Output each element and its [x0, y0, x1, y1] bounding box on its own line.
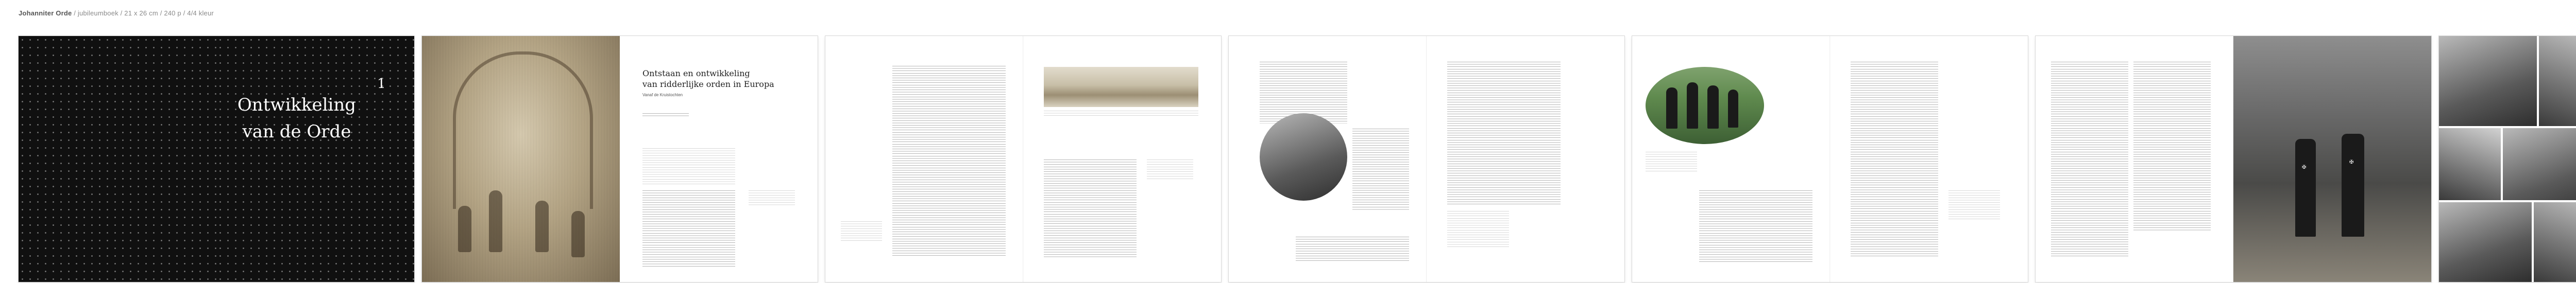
- chapter-heading-line2: van ridderlijke orden in Europa: [642, 79, 774, 89]
- knight-figure: [1687, 82, 1698, 129]
- body-text: [2051, 62, 2128, 257]
- engraving-image: [422, 36, 620, 282]
- page-text-left: [2036, 36, 2233, 282]
- knight-figure: [2295, 139, 2316, 237]
- chapter-heading-line1: Ontstaan en ontwikkeling: [642, 68, 750, 78]
- page-procession: [1632, 36, 1830, 282]
- street-procession-image: [2233, 36, 2431, 282]
- body-text: [1044, 160, 1137, 257]
- engraving-figure: [489, 190, 502, 252]
- intro-text: [642, 148, 735, 184]
- archive-photo: [2439, 128, 2501, 200]
- caption-title: Johanniter Orde: [19, 9, 72, 17]
- spread-collage[interactable]: [2439, 36, 2576, 282]
- chapter-heading: [642, 68, 807, 90]
- side-note: [1948, 190, 2000, 221]
- page-dotted-right: [216, 36, 414, 282]
- page-heading: [620, 36, 818, 282]
- archive-photo: [2439, 36, 2537, 126]
- side-note: [841, 221, 882, 242]
- engraving-figure: [535, 201, 549, 252]
- panorama-caption: [1044, 111, 1198, 116]
- body-text: [1851, 62, 1938, 257]
- body-text: [1352, 129, 1409, 211]
- side-note: [1147, 160, 1193, 180]
- body-text: [1447, 62, 1561, 206]
- spread-strip: [19, 36, 2576, 282]
- spread-heading[interactable]: [422, 36, 818, 282]
- page-building: [1229, 36, 1427, 282]
- chapter-subheading: Vanaf de Kruistochten: [642, 93, 683, 97]
- spread-building[interactable]: [1229, 36, 1624, 282]
- spread-chapter-opener[interactable]: [19, 36, 414, 282]
- chapter-title-line2: van de Orde: [242, 121, 351, 142]
- knight-figure: [1666, 87, 1677, 129]
- knight-figure: [2342, 134, 2364, 237]
- knight-figure: [1707, 85, 1719, 129]
- body-text: [1699, 190, 1812, 262]
- page-dotted-left: [19, 36, 216, 282]
- procession-oval-image: [1646, 67, 1764, 144]
- page-text-right: [1427, 36, 1624, 282]
- spread-street[interactable]: [2036, 36, 2431, 282]
- archive-photo: [2539, 36, 2576, 126]
- body-text: [642, 190, 735, 268]
- archive-photo: [2534, 202, 2576, 282]
- chapter-title: [219, 92, 374, 145]
- page-text-right: [1830, 36, 2028, 282]
- building-circle-image: [1260, 113, 1347, 201]
- dot-pattern: [19, 36, 216, 282]
- caption-details: / jubileumboek / 21 x 26 cm / 240 p / 4/4 kleur: [72, 9, 214, 17]
- archive-photo: [2439, 202, 2532, 282]
- knight-figure: [1728, 90, 1738, 128]
- footnotes: [1296, 237, 1409, 262]
- spread-procession[interactable]: [1632, 36, 2028, 282]
- author-line: [642, 113, 689, 116]
- page-collage-left: [2439, 36, 2576, 282]
- body-text: [2133, 62, 2211, 232]
- document-caption: [19, 9, 214, 17]
- body-text: [892, 66, 1006, 256]
- chapter-number: 1: [377, 76, 386, 92]
- engraving-figure: [458, 206, 471, 252]
- side-note: [1447, 211, 1509, 247]
- dot-pattern: [216, 36, 414, 282]
- archive-photo: [2503, 128, 2576, 200]
- panorama-image: [1044, 67, 1198, 107]
- chapter-title-line1: Ontwikkeling: [237, 95, 357, 115]
- maltese-cross-icon: ✠: [2302, 165, 2307, 170]
- engraving-figure: [571, 211, 585, 257]
- engraving-arch: [453, 51, 593, 209]
- page-panorama: [1023, 36, 1221, 282]
- spread-panorama[interactable]: [825, 36, 1221, 282]
- photo-caption: [1646, 152, 1697, 172]
- side-note: [749, 190, 795, 206]
- maltese-cross-icon: ✠: [2349, 160, 2354, 165]
- page-text-left: [825, 36, 1023, 282]
